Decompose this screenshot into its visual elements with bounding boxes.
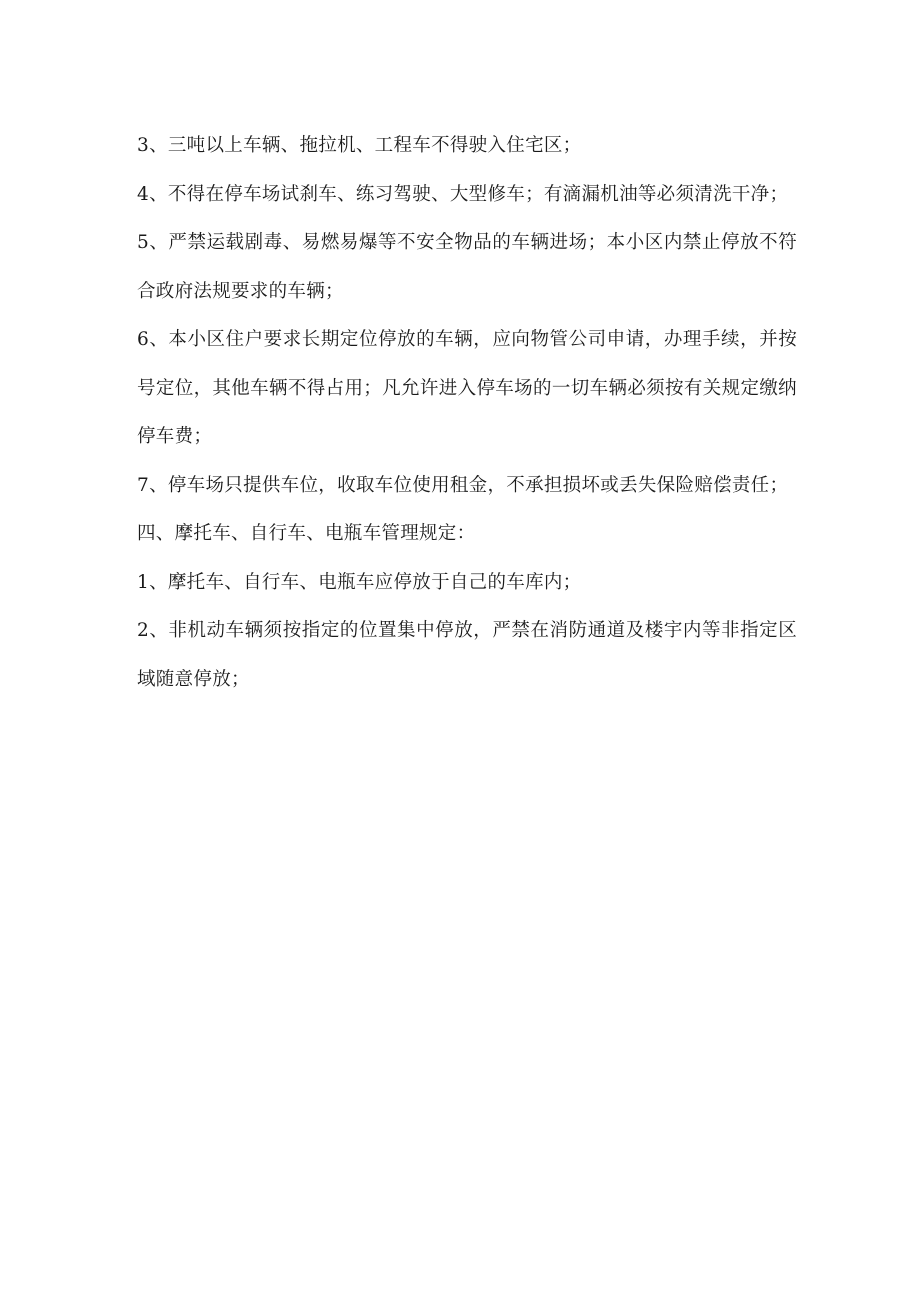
rule-item-3: 3、三吨以上车辆、拖拉机、工程车不得驶入住宅区；: [137, 135, 582, 156]
rule-item-4: 4、不得在停车场试刹车、练习驾驶、大型修车；有滴漏机油等必须清洗干净；: [137, 183, 789, 205]
document-body: [137, 122, 797, 704]
rule-item-5: 5、严禁运载剧毒、易燃易爆等不安全物品的车辆进场；本小区内禁止停放不符合政府法规要求的车辆；: [137, 232, 797, 302]
rule-item-6: 6、本小区住户要求长期定位停放的车辆，应向物管公司申请，办理手续，并按号定位，其他车辆不得占用；凡允许进入停车场的一切车辆必须按有关规定缴纳停车费；: [137, 329, 797, 447]
rule-item-2: 2、非机动车辆须按指定的位置集中停放，严禁在消防通道及楼宇内等非指定区域随意停放；: [137, 620, 797, 690]
rule-item-7: 7、停车场只提供车位，收取车位使用租金，不承担损坏或丢失保险赔偿责任；: [137, 474, 789, 496]
rule-item-1: 1、摩托车、自行车、电瓶车应停放于自己的车库内；: [137, 571, 582, 593]
section-heading: 四、摩托车、自行车、电瓶车管理规定：: [137, 523, 476, 544]
